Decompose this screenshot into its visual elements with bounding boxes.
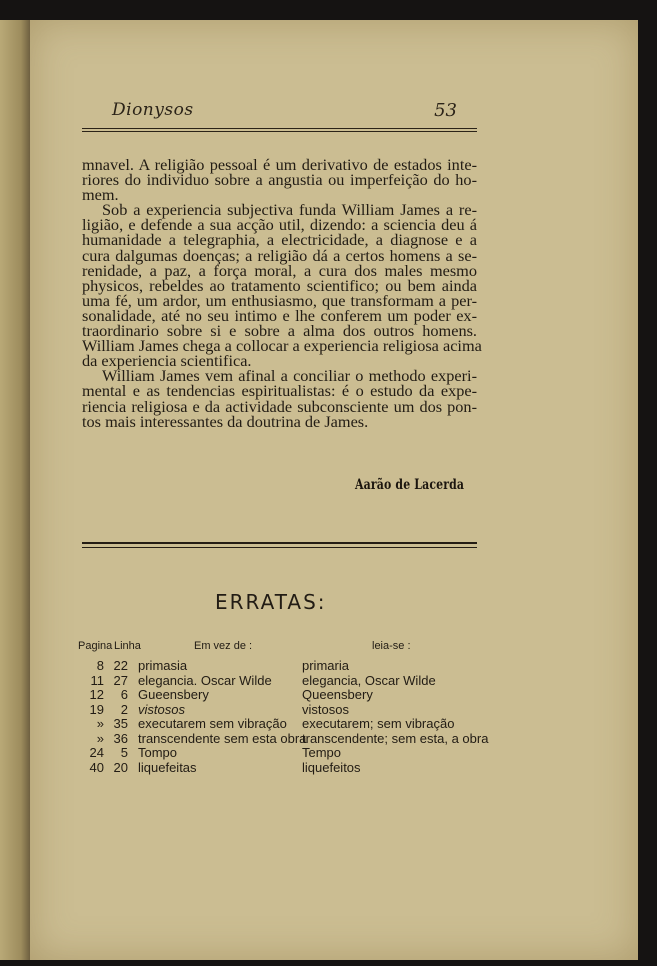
errata-row <box>82 746 482 761</box>
errata-line: 35 <box>113 716 128 731</box>
errata-title: ERRATAS: <box>215 590 327 614</box>
errata-correct: vistosos <box>302 701 349 717</box>
text-line: mem. <box>82 185 119 205</box>
running-title: Dionysos <box>112 100 194 120</box>
errata-row <box>82 659 482 674</box>
errata-line: 5 <box>120 745 128 760</box>
errata-line: 36 <box>113 730 128 746</box>
text-line: tos mais interessantes da doutrina de James. <box>82 411 369 431</box>
errata-correct: executarem; sem vibração <box>302 716 455 731</box>
errata-wrong: Gueensbery <box>138 687 209 702</box>
errata-wrong: primasia <box>138 658 188 673</box>
text-line: mnavel. A religião pessoal é um derivativo de estados inte- <box>82 155 477 174</box>
section-rule-thin <box>82 547 477 548</box>
errata-row <box>82 730 489 747</box>
text-line: sonalidade, até no seu intimo e lhe conferem um poder ex- <box>82 305 477 325</box>
running-header <box>82 100 477 126</box>
errata-line: 6 <box>120 687 128 702</box>
errata-line: 27 <box>113 672 128 688</box>
text-line: renidade, a paz, a força moral, a cura dos males mesmo <box>82 260 477 280</box>
text-line: physicos, rebeldes ao tratamento scientifico; ou bem ainda <box>82 275 477 295</box>
text-line: mental e as tendencias espiritualistas: é o estudo da expe- <box>82 381 477 401</box>
errata-table <box>78 640 489 775</box>
header-rule-bottom <box>82 131 477 132</box>
page-number: 53 <box>434 100 457 121</box>
errata-row <box>82 703 482 718</box>
errata-page: 12 <box>89 687 104 702</box>
author-signature: Aarão de Lacerda <box>355 477 465 493</box>
column-header-right: leia-se : <box>372 640 411 652</box>
text-line: William James chega a collocar a experiencia religiosa acima <box>82 336 482 356</box>
text-line: uma fé, um ardor, um enthusiasmo, que transformam a per- <box>82 290 477 310</box>
errata-correct: Queensbery <box>302 687 373 702</box>
errata-page: 40 <box>89 759 104 775</box>
book-gutter <box>0 20 30 960</box>
errata-page: 8 <box>96 658 104 673</box>
errata-page: » <box>96 716 104 731</box>
errata-row <box>82 688 482 703</box>
section-rule-heavy <box>82 542 477 544</box>
paragraph-3 <box>82 366 477 431</box>
column-header-page: Pagina <box>78 640 113 652</box>
text-line: da experiencia scientifica. <box>82 351 252 371</box>
errata-correct: Tempo <box>302 745 342 760</box>
text-line: ligião, e defende a sua acção util, dizendo: a sciencia deu á <box>82 215 477 235</box>
text-line: riores do individuo sobre a angustia ou imperfeição do ho- <box>82 170 477 190</box>
errata-correct: elegancia, Oscar Wilde <box>302 672 436 688</box>
paragraph-2 <box>82 200 482 371</box>
text-line: humanidade a telegraphia, a electricidade, a diagnose e a <box>82 230 477 250</box>
errata-page: » <box>96 730 104 746</box>
errata-line: 20 <box>113 759 128 775</box>
paragraph-1 <box>82 155 477 205</box>
errata-wrong: elegancia. Oscar Wilde <box>138 672 272 688</box>
errata-line: 22 <box>113 658 128 673</box>
text-line: Sob a experiencia subjectiva funda William James a re- <box>102 200 477 220</box>
errata-header-row <box>78 640 482 659</box>
errata-correct: liquefeitos <box>302 759 361 775</box>
header-rule-top <box>82 128 477 129</box>
errata-row <box>82 674 482 689</box>
errata-page: 24 <box>89 745 104 760</box>
text-line: cura dalgumas doenças; a religião dá a certos homens a se- <box>82 245 477 265</box>
errata-wrong: Tompo <box>138 745 178 760</box>
errata-page: 19 <box>89 701 104 717</box>
errata-correct: primaria <box>302 658 349 673</box>
errata-row <box>82 717 482 732</box>
errata-line: 2 <box>120 701 128 717</box>
body-text <box>82 155 482 431</box>
errata-wrong: transcendente sem esta obra <box>138 730 307 746</box>
errata-wrong: vistosos <box>138 701 185 717</box>
column-header-wrong: Em vez de : <box>194 640 253 652</box>
text-line: William James vem afinal a conciliar o methodo experi- <box>102 366 477 386</box>
errata-page: 11 <box>90 672 104 688</box>
errata-wrong: liquefeitas <box>138 759 197 775</box>
text-line: riencia religiosa e da actividade subconsciente um dos pon- <box>82 396 477 416</box>
errata-row <box>82 761 482 776</box>
errata-wrong: executarem sem vibração <box>138 716 287 731</box>
text-line: traordinario sobre si e sobre a alma dos outros homens. <box>82 321 477 341</box>
errata-correct: transcendente; sem esta, a obra <box>302 730 489 746</box>
column-header-line: Linha <box>114 640 141 652</box>
